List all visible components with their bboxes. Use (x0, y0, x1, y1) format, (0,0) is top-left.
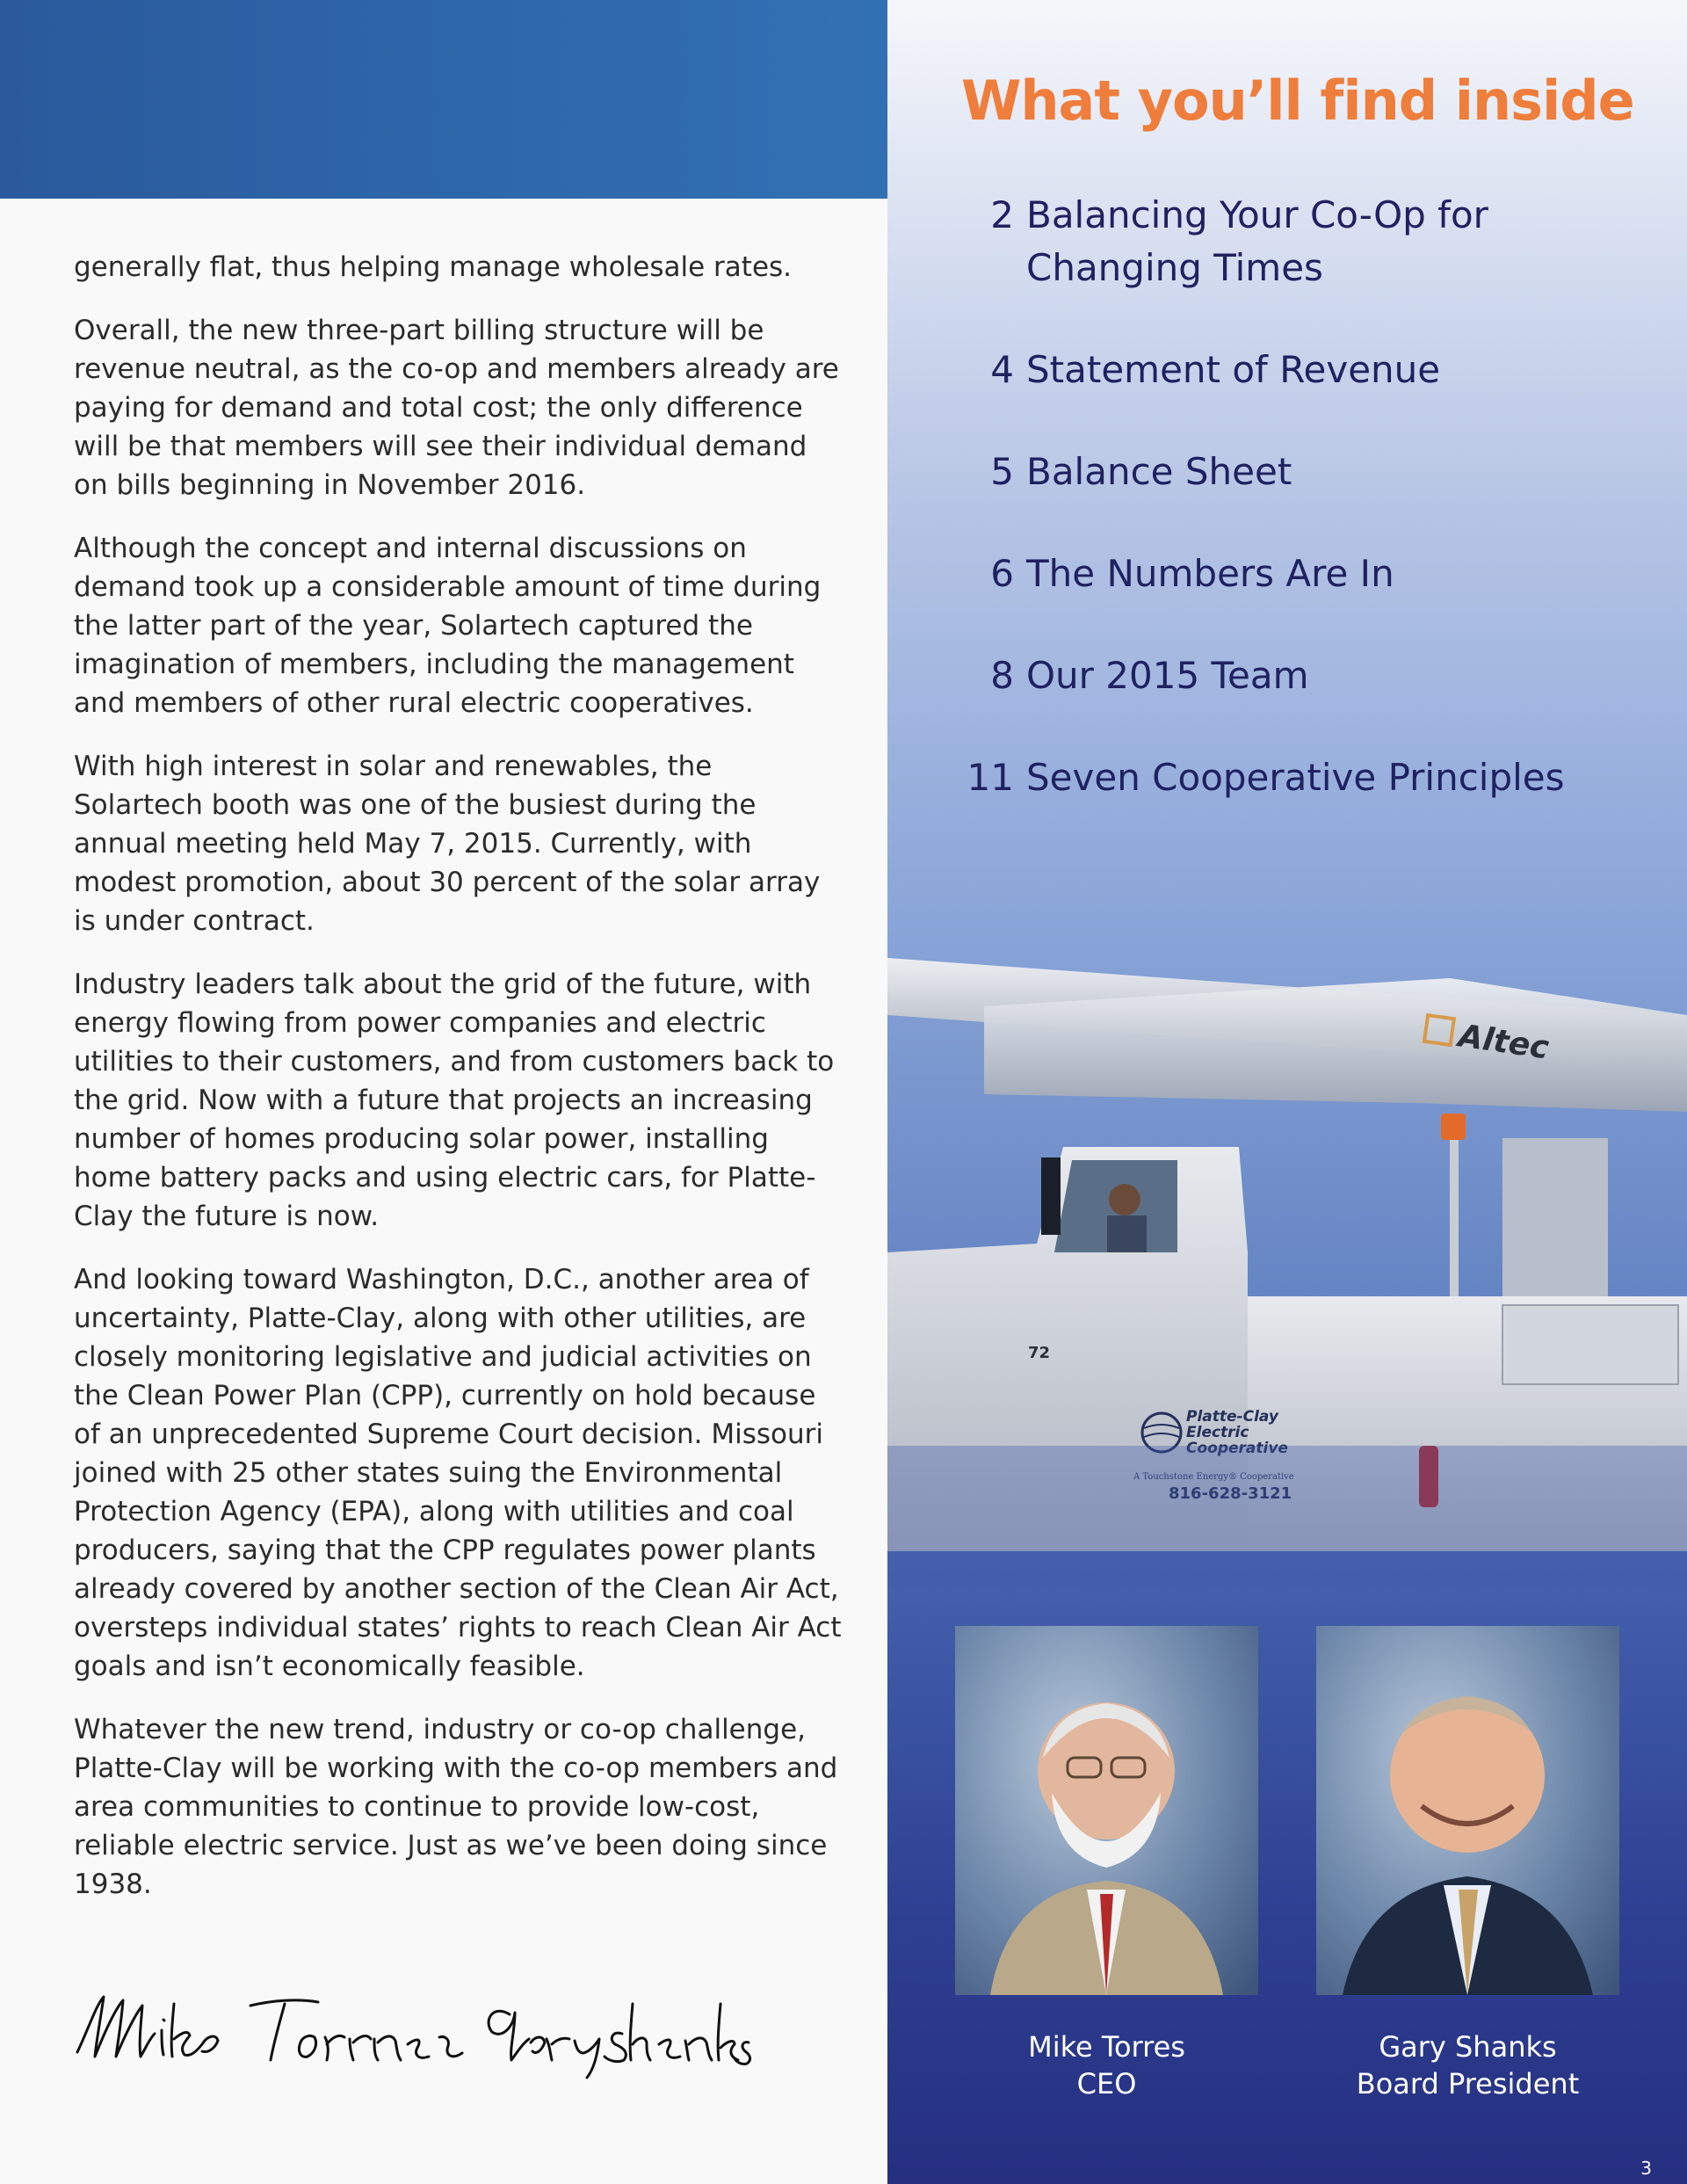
toc-item[interactable] (967, 446, 1669, 498)
toc-title: What you’ll find inside (961, 69, 1634, 133)
toc-page-number: 8 (990, 654, 1014, 697)
amber-beacon (1441, 1114, 1466, 1140)
caption-gary-shanks (1316, 2028, 1619, 2102)
person-name: Mike Torres (1028, 2030, 1185, 2064)
paragraph: Whatever the new trend, industry or co-op challenge, Platte-Clay will be working with the co-op members and area communities to continue to provide low-cost, reliable electric service. Just as we’ve been doing since 1938. (74, 1714, 838, 1900)
toc-item[interactable] (967, 649, 1669, 702)
door-subtitle: A Touchstone Energy® Cooperative (1133, 1472, 1294, 1482)
person-title: Board President (1356, 2067, 1580, 2101)
toc-label: The Numbers Are In (1026, 552, 1394, 595)
toc-item[interactable] (967, 189, 1669, 294)
door-logo-line: Platte-Clay (1186, 1408, 1278, 1426)
portrait-gary-shanks (1316, 1626, 1619, 1995)
door-logo-line: Electric (1186, 1424, 1249, 1441)
table-of-contents (967, 189, 1669, 853)
toc-item[interactable] (967, 548, 1669, 600)
toc-label: Statement of Revenue (1026, 348, 1441, 391)
unit-number: 72 (1028, 1344, 1051, 1362)
paragraph: And looking toward Washington, D.C., another area of uncertainty, Platte-Clay, along with other utilities, are closely monitoring legislative and judicial activities on the Clean Power Plan (CPP), currently on hold because of an unprecedented Supreme Court decision. Missouri joined with 25 other states suing the Environmental Protection Agency (EPA), along with utilities and coal producers, saying that the CPP regulates power plants already covered by another section of the Clean Air Act, oversteps individual states’ rights to reach Clean Air Act goals and isn’t economically feasible. (74, 1264, 842, 1682)
person-title: CEO (1076, 2067, 1137, 2101)
person-name: Gary Shanks (1379, 2030, 1557, 2064)
truck-phone: 816-628-3121 (1169, 1484, 1292, 1503)
signature-drawings (70, 1969, 844, 2083)
truck-brand: Altec (1456, 1018, 1552, 1067)
paragraph: Although the concept and internal discussions on demand took up a considerable amount of time during the latter part of the year, Solartech captured the imagination of members, including the management and members of other rural electric cooperatives. (74, 533, 822, 719)
portrait-mike-torres (955, 1626, 1258, 1995)
top-blue-band (0, 0, 887, 199)
caption-mike-torres (955, 2028, 1258, 2102)
toc-label: Seven Cooperative Principles (1026, 756, 1565, 799)
signatures (70, 1969, 844, 2083)
signature-mike-torres (77, 1997, 462, 2060)
bucket-truck-photo (887, 883, 1687, 1586)
toc-label: Balance Sheet (1026, 450, 1292, 493)
toc-page-number: 5 (990, 450, 1014, 493)
turret (1502, 1138, 1608, 1296)
paragraph: With high interest in solar and renewables, the Solartech booth was one of the busiest during the annual meeting held May 7, 2015. Currently, with modest promotion, about 30 percent of the solar array is under contract. (74, 751, 821, 937)
body-text (74, 248, 847, 1928)
toc-page-number: 11 (967, 756, 1014, 799)
page-number: 3 (1640, 2158, 1652, 2179)
toc-label: Balancing Your Co-Op for Changing Times (1026, 193, 1488, 289)
right-column (887, 0, 1687, 2184)
paragraph: Industry leaders talk about the grid of the future, with energy flowing from power companies and electric utilities to their customers, and from customers back to the grid. Now with a future that projects an increasing number of homes producing solar power, installing home battery packs and using electric cars, for Platte-Clay the future is now. (74, 969, 835, 1232)
paragraph: Overall, the new three-part billing structure will be revenue neutral, as the co-op and members already are paying for demand and total cost; the only difference will be that members will see their individual demand on bills beginning in November 2016. (74, 315, 839, 501)
toc-page-number: 2 (990, 193, 1014, 236)
paragraph: generally flat, thus helping manage wholesale rates. (74, 251, 793, 283)
door-logo-line: Cooperative (1186, 1440, 1288, 1457)
toc-page-number: 6 (990, 552, 1014, 595)
signature-gary-shanks (489, 2004, 750, 2078)
toc-item[interactable] (967, 751, 1669, 804)
side-mirror (1041, 1157, 1061, 1235)
toc-item[interactable] (967, 344, 1669, 396)
toc-page-number: 4 (990, 348, 1014, 391)
toc-label: Our 2015 Team (1026, 654, 1309, 697)
